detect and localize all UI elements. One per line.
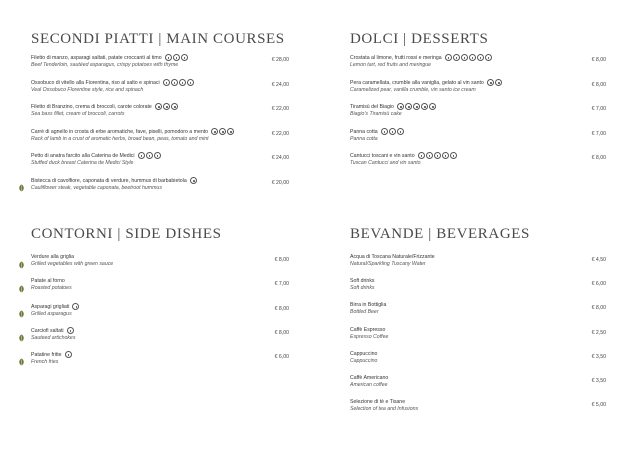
- dolci-menu-item: [350, 79, 606, 93]
- allergen-icon: [434, 152, 441, 159]
- price: € 7,00: [591, 131, 606, 137]
- price: € 24,00: [271, 82, 289, 88]
- dish-name-english: Grilled asparagus: [31, 310, 72, 317]
- allergen-icon: [65, 351, 72, 358]
- allergen-icons: [162, 79, 194, 86]
- dish-name-english: Soft drinks: [350, 284, 375, 291]
- allergen-icon: [181, 54, 188, 61]
- allergen-icon: [381, 128, 388, 135]
- vegetarian-leaf-icon: [18, 305, 25, 323]
- allergen-icon: [461, 54, 468, 61]
- allergen-icons: [64, 351, 72, 358]
- bevande-menu-item: [350, 302, 606, 315]
- allergen-icon: [72, 303, 79, 310]
- dish-name-english: Grilled vegetables with green sauce: [31, 260, 114, 267]
- allergen-icon: [421, 103, 428, 110]
- dish-name-italian: Acqua di Toscana Naturale/Frizzante: [350, 254, 435, 260]
- dish-name-italian: Caffè Espresso: [350, 327, 386, 333]
- price: € 8,00: [591, 82, 606, 88]
- dish-name-english: Caramelized pear, vanilla crumble, vin santo ice cream: [350, 86, 476, 93]
- allergen-icon: [442, 152, 449, 159]
- vegetarian-leaf-icon: [18, 179, 25, 197]
- dish-name-italian: Patate al forno: [31, 278, 65, 284]
- dolci-menu-item: [350, 152, 606, 166]
- allergen-icons: [486, 79, 502, 86]
- dish-name-english: French fries: [31, 358, 59, 365]
- secondi-menu-item: [31, 152, 289, 166]
- dish-name-italian: Birra in Bottiglia: [350, 302, 387, 308]
- dish-name-english: Espresso Coffee: [350, 333, 389, 340]
- dish-name-english: Sea bass fillet, cream of broccoli, carrots: [31, 110, 125, 117]
- price: € 8,00: [274, 330, 289, 336]
- dish-name-italian: Selezione di tè e Tisane: [350, 399, 406, 405]
- allergen-icon: [163, 103, 170, 110]
- bevande-menu-item: [350, 375, 606, 388]
- allergen-icon: [453, 54, 460, 61]
- price: € 8,00: [591, 57, 606, 63]
- allergen-icons: [137, 152, 161, 159]
- dish-name-english: Lemon tart, red fruits and meringue: [350, 61, 432, 68]
- dish-name-italian: Filetto di Branzino, crema di broccoli, carote colorate: [31, 104, 152, 111]
- dish-name-italian: Bistecca di cavolfiore, caponata di verdure, hummus di barbabietola: [31, 178, 187, 185]
- allergen-icon: [469, 54, 476, 61]
- dish-name-english: Cappuccino: [350, 357, 378, 364]
- dish-name-italian: Crostata al limone, frutti rossi e meringa: [350, 55, 442, 62]
- secondi-menu-item: [31, 103, 289, 117]
- allergen-icon: [397, 103, 404, 110]
- dish-name-italian: Verdure alla griglia: [31, 254, 74, 260]
- allergen-icons: [71, 303, 79, 310]
- secondi-menu-item: [31, 177, 289, 191]
- allergen-icons: [210, 128, 234, 135]
- price: € 20,00: [271, 180, 289, 186]
- price: € 22,00: [271, 131, 289, 137]
- allergen-icon: [445, 54, 452, 61]
- allergen-icon: [219, 128, 226, 135]
- allergen-icons: [189, 177, 197, 184]
- allergen-icon: [171, 79, 178, 86]
- dish-name-italian: Panna cotta: [350, 129, 378, 136]
- price: € 7,00: [591, 106, 606, 112]
- allergen-icons: [444, 54, 492, 61]
- bevande-menu-item: [350, 399, 606, 412]
- dish-name-english: American coffee: [350, 381, 388, 388]
- dish-name-italian: Petto di anatra farcito alla Caterina de Medici: [31, 153, 135, 160]
- allergen-icon: [495, 79, 502, 86]
- price: € 7,00: [274, 281, 289, 287]
- dish-name-english: Biagio's Tiramisù cake: [350, 110, 402, 117]
- allergen-icons: [154, 103, 178, 110]
- secondi-menu-item: [31, 54, 289, 68]
- dish-name-italian: Filetto di manzo, asparagi saltati, patate croccanti al timo: [31, 55, 162, 62]
- price: € 22,00: [271, 106, 289, 112]
- price: € 6,00: [274, 354, 289, 360]
- bevande-menu-item: [350, 351, 606, 364]
- dish-name-italian: Asparagi grigliati: [31, 304, 70, 311]
- allergen-icon: [190, 177, 197, 184]
- dish-name-english: Beef Tenderloin, sautéed asparagus, crispy potatoes with thyme: [31, 61, 179, 68]
- price: € 28,00: [271, 57, 289, 63]
- bevande-menu-item: [350, 278, 606, 291]
- contorni-menu-item: [31, 327, 289, 341]
- bevande-menu-item: [350, 254, 606, 267]
- allergen-icons: [164, 54, 188, 61]
- price: € 6,00: [591, 281, 606, 287]
- dish-name-english: Selection of tea and Infusions: [350, 405, 419, 412]
- dish-name-english: Natural/Sparkling Tuscany Water: [350, 260, 426, 267]
- dish-name-italian: Pera caramellata, crumble alla vaniglia, gelato al vin santo: [350, 80, 484, 87]
- allergen-icon: [146, 152, 153, 159]
- allergen-icon: [171, 103, 178, 110]
- dolci-menu-item: [350, 103, 606, 117]
- allergen-icons: [417, 152, 457, 159]
- allergen-icon: [187, 79, 194, 86]
- allergen-icon: [154, 152, 161, 159]
- price: € 8,00: [591, 305, 606, 311]
- price: € 3,50: [591, 354, 606, 360]
- secondi-menu-item: [31, 79, 289, 93]
- dish-name-italian: Soft drinks: [350, 278, 375, 284]
- dish-name-english: Sauteed artichokes: [31, 334, 76, 341]
- price: € 2,50: [591, 330, 606, 336]
- vegetarian-leaf-icon: [18, 256, 25, 274]
- contorni-menu-item: [31, 278, 289, 291]
- dolci-title: DOLCI | DESSERTS: [350, 31, 489, 47]
- contorni-menu-item: [31, 254, 289, 267]
- price: € 8,00: [274, 257, 289, 263]
- contorni-title: CONTORNI | SIDE DISHES: [31, 226, 222, 242]
- dish-name-italian: Cantucci toscani e vin santo: [350, 153, 415, 160]
- vegetarian-leaf-icon: [18, 280, 25, 298]
- allergen-icon: [418, 152, 425, 159]
- dish-name-italian: Patatine fritte: [31, 352, 62, 359]
- dolci-menu-item: [350, 54, 606, 68]
- allergen-icon: [173, 54, 180, 61]
- allergen-icon: [211, 128, 218, 135]
- allergen-icon: [450, 152, 457, 159]
- dish-name-english: Bottled Beer: [350, 308, 379, 315]
- dish-name-english: Cauliflower steak, vegetable caponata, beetroot hummus: [31, 184, 162, 191]
- allergen-icon: [179, 79, 186, 86]
- bevande-menu-item: [350, 327, 606, 340]
- allergen-icon: [487, 79, 494, 86]
- allergen-icon: [138, 152, 145, 159]
- dish-name-english: Panna cotta: [350, 135, 378, 142]
- dish-name-italian: Caffè Americano: [350, 375, 389, 381]
- allergen-icon: [485, 54, 492, 61]
- secondi-menu-item: [31, 128, 289, 142]
- allergen-icon: [165, 54, 172, 61]
- bevande-title: BEVANDE | BEVERAGES: [350, 226, 530, 242]
- allergen-icon: [413, 103, 420, 110]
- allergen-icon: [67, 327, 74, 334]
- price: € 4,50: [591, 257, 606, 263]
- price: € 5,00: [591, 402, 606, 408]
- allergen-icons: [396, 103, 436, 110]
- dish-name-italian: Cappuccino: [350, 351, 378, 357]
- vegetarian-leaf-icon: [18, 353, 25, 371]
- allergen-icon: [397, 128, 404, 135]
- allergen-icons: [380, 128, 404, 135]
- price: € 3,50: [591, 378, 606, 384]
- contorni-menu-item: [31, 351, 289, 365]
- allergen-icon: [477, 54, 484, 61]
- dish-name-english: Veal Ossobuco Florentine style, rice and spinach: [31, 86, 144, 93]
- dish-name-italian: Ossobuco di vitello alla Fiorentina, riso al salto e spinaci: [31, 80, 160, 87]
- allergen-icon: [163, 79, 170, 86]
- dish-name-english: Tuscan Cantucci and vin santo: [350, 159, 421, 166]
- price: € 8,00: [274, 306, 289, 312]
- contorni-menu-item: [31, 303, 289, 317]
- dish-name-english: Roasted potatoes: [31, 284, 72, 291]
- price: € 8,00: [591, 155, 606, 161]
- allergen-icon: [405, 103, 412, 110]
- secondi-title: SECONDI PIATTI | MAIN COURSES: [31, 31, 285, 47]
- dish-name-italian: Tiramisù del Biagio: [350, 104, 394, 111]
- vegetarian-leaf-icon: [18, 329, 25, 347]
- dish-name-english: Stuffed duck breast Caterina de Medici Style: [31, 159, 134, 166]
- price: € 24,00: [271, 155, 289, 161]
- allergen-icon: [227, 128, 234, 135]
- allergen-icon: [426, 152, 433, 159]
- allergen-icon: [389, 128, 396, 135]
- dish-name-italian: Carré di agnello in crosta di erbe aromatiche, fave, piselli, pomodoro a mento: [31, 129, 209, 136]
- allergen-icon: [429, 103, 436, 110]
- dish-name-italian: Carciofi saltati: [31, 328, 64, 335]
- allergen-icon: [155, 103, 162, 110]
- dolci-menu-item: [350, 128, 606, 142]
- allergen-icons: [66, 327, 74, 334]
- dish-name-english: Rack of lamb in a crust of aromatic herbs, broad bean, peas, tomato and mint: [31, 135, 209, 142]
